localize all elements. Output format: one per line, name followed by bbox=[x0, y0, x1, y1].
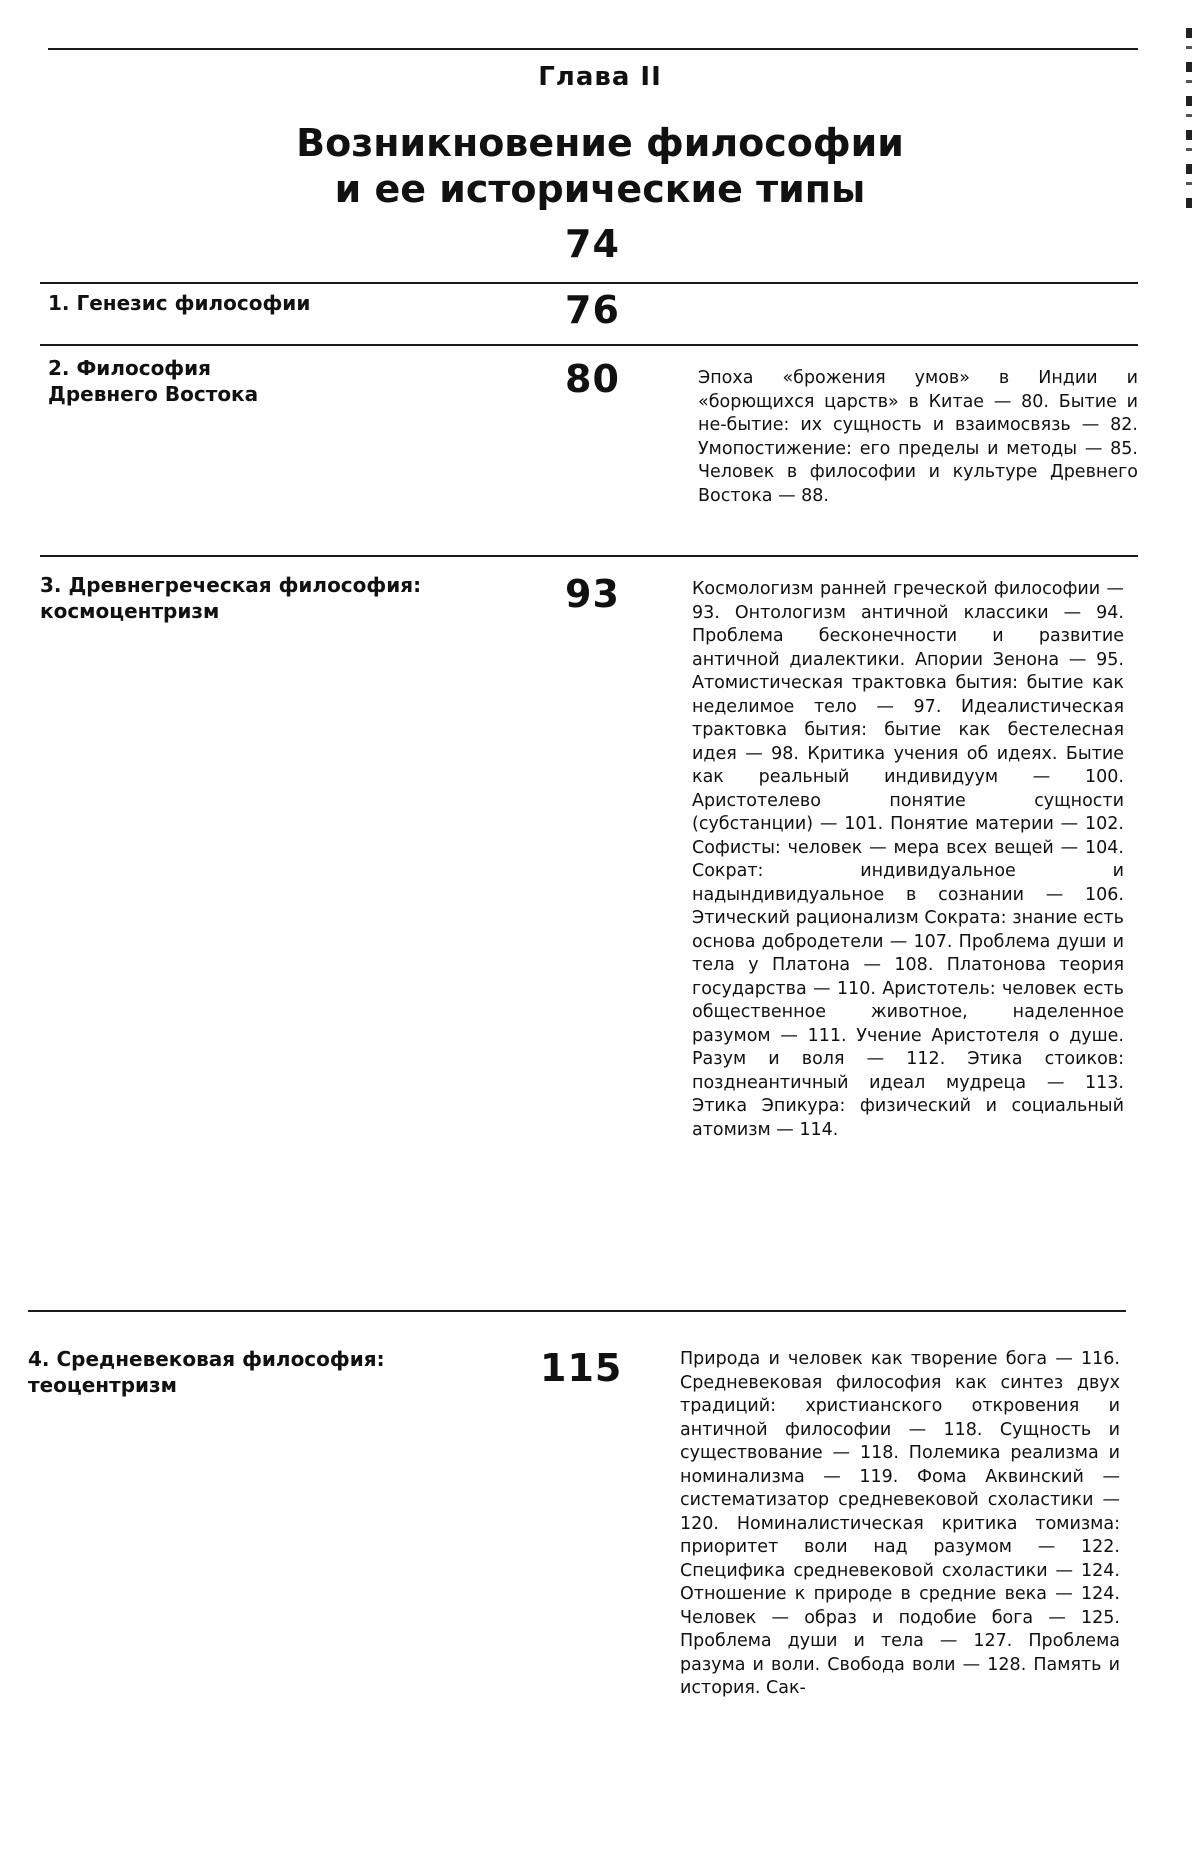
section-contents-3: Космологизм ранней греческой философии — 93. Онтологизм античной классики — 94. Проблема бесконечности и развитие античной диалектики. Апории Зенона — 95. Атомистическая трактовка бытия: бытие как неделимое тело — 97. Идеалистическая трактовка бытия: бытие как бестелесная идея — 98. Критика учения об идеях. Бытие как реальный индивидуум — 100. Аристотелево понятие сущности (субстанции) — 101. Понятие материи — 102. Софисты: человек — мера всех вещей — 104. Сократ: индивидуальное и надындивидуальное в сознании — 106. Этический рационализм Сократа: знание есть основа добродетели — 107. Проблема души и тела у Платона — 108. Платонова теория государства — 110. Аристотель: человек есть общественное животное, наделенное разумом — 111. Учение Аристотеля о душе. Разум и воля — 112. Этика стоиков: позднеантичный идеал мудреца — 113. Этика Эпикура: физический и социальный атомизм — 114. bbox=[692, 579, 1124, 1140]
section-contents-4: Природа и человек как творение бога — 116. Средневековая философия как синтез двух традиций: христианского откровения и античной философии — 118. Сущность и существование — 118. Полемика реализма и номинализма — 119. Фома Аквинский — систематизатор средневековой схоластики — 120. Номиналистическая критика томизма: приоритет воли над разумом — 122. Специфика средневековой схоластики — 124. Отношение к природе в средние века — 124. Человек — образ и подобие бога — 125. Проблема души и тела — 127. Проблема разума и воли. Свобода воли — 128. Память и история. Сак- bbox=[680, 1349, 1120, 1698]
section-title-2: 2. Философия Древнего Востока bbox=[48, 356, 259, 406]
section-page-2: 80 bbox=[565, 357, 620, 401]
top-rule bbox=[48, 48, 1138, 50]
chapter-label: Глава II bbox=[538, 62, 662, 92]
rule-3 bbox=[40, 555, 1138, 557]
chapter-page-number: 74 bbox=[565, 222, 620, 266]
section-page-3: 93 bbox=[565, 572, 620, 616]
rule-1 bbox=[40, 282, 1138, 284]
chapter-title-line1: Возникновение философии bbox=[296, 121, 904, 165]
section-page-1: 76 bbox=[565, 288, 620, 332]
chapter-title-line2: и ее исторические типы bbox=[334, 167, 866, 211]
section-title-3: 3. Древнегреческая философия: космоцентризм bbox=[40, 573, 422, 623]
section-contents-2: Эпоха «брожения умов» в Индии и «борющихся царств» в Китае — 80. Бытие и не-бытие: их сущность и взаимосвязь — 82. Умопостижение: его пределы и методы — 85. Человек в философии и культуре Древнего Востока — 88. bbox=[698, 368, 1138, 506]
rule-2 bbox=[40, 344, 1138, 346]
chapter-title bbox=[0, 120, 1200, 212]
section-page-4: 115 bbox=[540, 1346, 623, 1390]
rule-4 bbox=[28, 1310, 1126, 1312]
section-title-4: 4. Средневековая философия: теоцентризм bbox=[28, 1347, 385, 1397]
section-title-1: 1. Генезис философии bbox=[48, 291, 311, 315]
